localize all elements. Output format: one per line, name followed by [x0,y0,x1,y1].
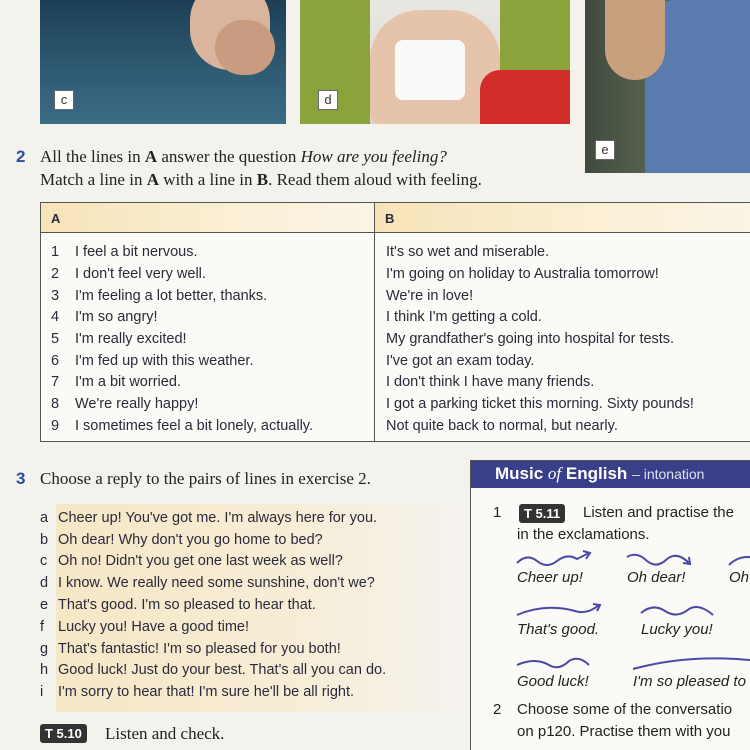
exercise-2-instruction-line-1: All the lines in A answer the question How are you feeling? [40,147,447,166]
intonation-wave-cheer-up [515,549,595,571]
reply-item: h Good luck! Just do your best. That's all you can do. [40,662,387,678]
intonation-wave-lucky-you [639,601,719,623]
reply-item: c Oh no! Didn't you get one last week as well? [40,553,343,569]
exercise-3-instruction: Choose a reply to the pairs of lines in exercise 2. [40,469,371,488]
column-a-row: 1 I feel a bit nervous. [51,244,198,260]
column-a-row: 9 I sometimes feel a bit lonely, actually. [51,418,314,434]
column-a-row: 8 We're really happy! [51,396,199,412]
exclamation-im-so-pleased: I'm so pleased to [633,673,746,690]
exclamation-lucky-you: Lucky you! [641,621,713,638]
column-b-row: I've got an exam today. [386,353,535,369]
track-badge-5-11[interactable]: T 5.11 [519,504,565,523]
music-item-1-text-2: in the exclamations. [517,526,650,543]
listen-and-check-instruction: Listen and check. [105,724,225,743]
column-a-row: 5 I'm really excited! [51,331,187,347]
exclamation-cheer-up: Cheer up! [517,569,583,586]
column-a-row: 2 I don't feel very well. [51,266,206,282]
exclamation-thats-good: That's good. [517,621,600,638]
column-b-row: I'm going on holiday to Australia tomorrow! [386,266,659,282]
photo-c [40,0,286,124]
music-item-1-number: 1 [493,504,502,521]
exercise-2-instruction-line-2: Match a line in A with a line in B. Read them aloud with feeling. [40,170,482,189]
photo-label-c: c [54,90,74,110]
table-header-b: B [375,203,750,233]
exclamation-oh-dear: Oh dear! [627,569,686,586]
column-b-row: I don't think I have many friends. [386,374,595,390]
column-a-row: 7 I'm a bit worried. [51,374,181,390]
reply-item: e That's good. I'm so pleased to hear that. [40,597,316,613]
intonation-wave-good-luck [515,653,595,675]
matching-table [40,202,750,442]
reply-item: b Oh dear! Why don't you go home to bed? [40,532,323,548]
table-divider [374,203,375,441]
column-a-row: 3 I'm feeling a lot better, thanks. [51,288,268,304]
photo-e [585,0,750,173]
reply-item: f Lucky you! Have a good time! [40,619,250,635]
reply-item: g That's fantastic! I'm so pleased for you both! [40,641,341,657]
column-b-row: I got a parking ticket this morning. Sixty pounds! [386,396,694,412]
column-b-row: I think I'm getting a cold. [386,309,542,325]
reply-item: d I know. We really need some sunshine, don't we? [40,575,375,591]
column-a-row: 6 I'm fed up with this weather. [51,353,254,369]
column-b-row: We're in love! [386,288,474,304]
music-of-english-box [470,460,750,750]
photo-label-d: d [318,90,338,110]
reply-item: i I'm sorry to hear that! I'm sure he'll be all right. [40,684,355,700]
music-item-2-text-2: on p120. Practise them with you [517,723,731,740]
track-badge-5-10[interactable]: T 5.10 [40,724,87,743]
table-header-a: A [41,203,374,233]
column-b-row: Not quite back to normal, but nearly. [386,418,618,434]
music-item-2-text-1: Choose some of the conversatio [517,701,733,718]
column-b-row: My grandfather's going into hospital for tests. [386,331,675,347]
music-item-1-text-1: Listen and practise the [583,504,734,521]
column-a-row: 4 I'm so angry! [51,309,158,325]
photo-label-e: e [595,140,615,160]
photo-d [300,0,570,124]
music-item-2-number: 2 [493,701,502,718]
column-b-row: It's so wet and miserable. [386,244,550,260]
intonation-wave-oh-dear [625,549,695,571]
exclamation-good-luck: Good luck! [517,673,589,690]
intonation-wave-thats-good [515,601,605,623]
music-box-title: Music of English – intonation [471,461,750,488]
exercise-2-number: 2 [16,147,26,166]
intonation-wave-oh [727,549,750,571]
intonation-wave-im-so-pleased [631,653,750,675]
reply-item: a Cheer up! You've got me. I'm always here for you. [40,510,378,526]
exclamation-oh: Oh [729,569,750,586]
exercise-3-number: 3 [16,469,26,488]
